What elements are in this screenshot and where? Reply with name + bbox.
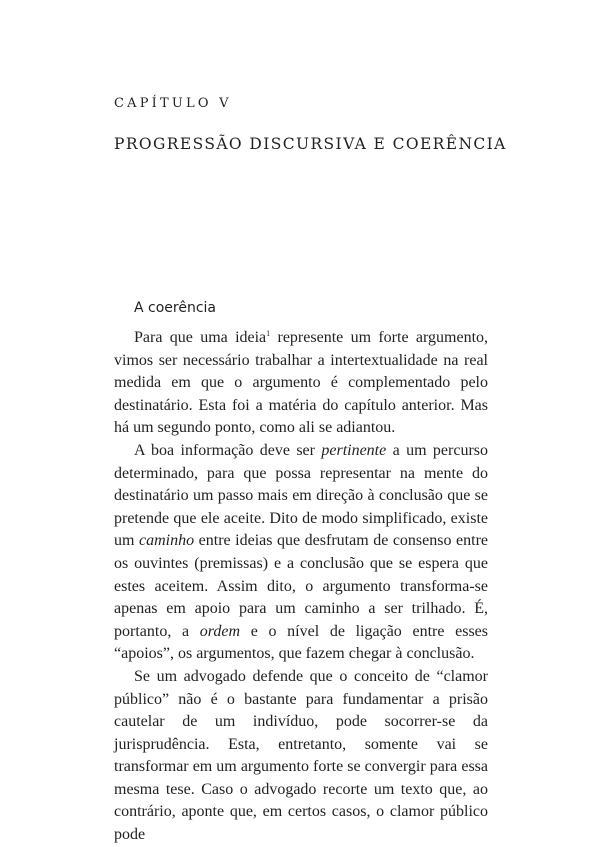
paragraph-2-text-d: e o nível de ligação entre esses “apoios”, os argumentos, que fazem chegar à conclusão.: [114, 622, 489, 663]
paragraph-2: [114, 440, 488, 666]
paragraph-2-text-b: a um percurso determinado, para que possa representar na mente do destinatário um passo mais em direção à conclusão que se pretende que ele aceite. Dito de modo simplificado, existe um: [114, 441, 488, 550]
emphasis-pertinente: pertinente: [321, 441, 387, 459]
body-text: [114, 327, 488, 847]
section-heading: A coerência: [134, 300, 217, 316]
paragraph-1-text-b: represente um forte argumento, vimos ser necessário trabalhar a intertextualidade na real medida em que o argumento é complementado pelo destinatário. Esta foi a matéria do capítulo anterior. Mas há um segundo ponto, como ali se adiantou.: [114, 329, 489, 437]
paragraph-1-text-a: Para que uma ideia: [134, 329, 267, 346]
footnote-reference: 1: [266, 329, 271, 338]
emphasis-caminho: caminho: [139, 532, 195, 550]
chapter-title: PROGRESSÃO DISCURSIVA E COERÊNCIA: [114, 135, 507, 153]
paragraph-2-text-a: A boa informação deve ser: [134, 441, 322, 459]
paragraph-1: [114, 327, 488, 440]
paragraph-3: Se um advogado defende que o conceito de “clamor público” não é o bastante para fundamentar a prisão cautelar de um indivíduo, pode socorrer-se da jurisprudência. Esta, entretanto, somente vai se transformar em um argumento forte se convergir para essa mesma tese. Caso o advogado recorte um texto que, ao contrário, aponte que, em certos casos, o clamor público pode: [114, 667, 488, 844]
chapter-label: CAPÍTULO V: [114, 96, 232, 111]
paragraph-2-text-c: entre ideias que desfrutam de consenso entre os ouvintes (premissas) e a conclusão que se espera que estes aceitem. Assim dito, o argumento transforma-se apenas em apoio para um caminho a ser trilhado. É, portanto, a: [114, 532, 489, 640]
emphasis-ordem: ordem: [199, 622, 241, 640]
